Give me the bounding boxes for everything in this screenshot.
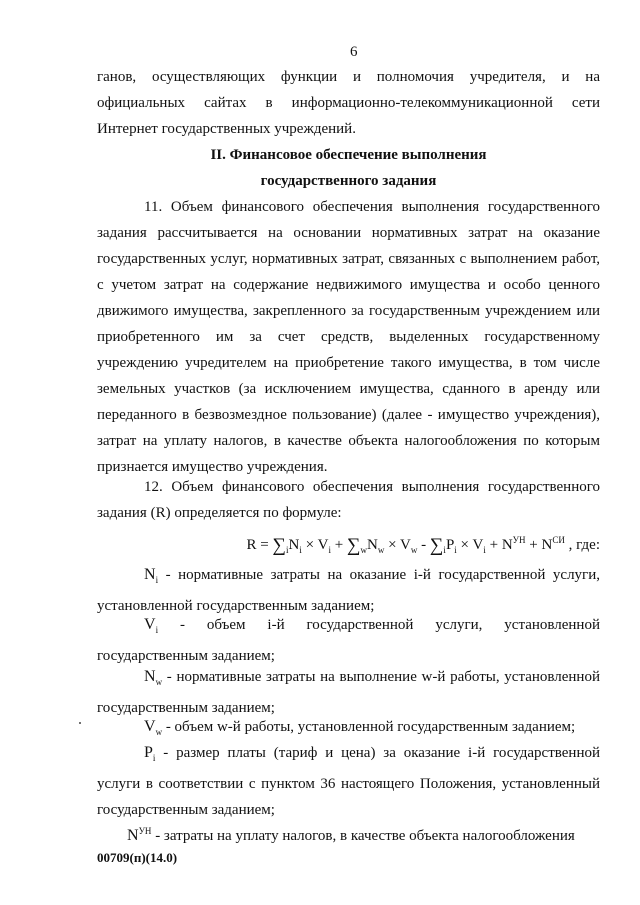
formula [97, 527, 600, 563]
formula-expression: $R = \sum_iN_i \times V_i + \sum_wN_w \times V_w - \sum_iP_i \times V_i + N^{УН} + N^{СИ}$ [246, 535, 565, 556]
scan-speck [79, 722, 81, 724]
intro-paragraph: ганов, осуществляющих функции и полномочия учредителя, и на официальных сайтах в информационно-телекоммуникационной сети Интернет государственных учреждений. [97, 69, 600, 137]
definition-Vi: $V_i$ - объем i-й государственной услуги, установленной государственным заданием; [97, 616, 600, 664]
section-title-line1: II. Финансовое обеспечение выполнения [210, 147, 487, 163]
paragraph-12: 12. Объем финансового обеспечения выполнения государственного задания (R) определяется по формуле: [97, 479, 600, 521]
paragraph-11: 11. Объем финансового обеспечения выполнения государственного задания рассчитывается на основании нормативных затрат на оказание государственных услуг, нормативных затрат, связанных с выполнением работ, с учетом затрат на содержание недвижимого имущества и особо ценного движимого имущества, закрепленного за государственным учреждением или приобретенного им за счет средств, выделенных государственному учреждению учредителем на приобретение такого имущества, в том числе земельных участков (за исключением имущества, сданного в аренду или переданного в безвозмездное пользование) (далее - имущество учреждения), затрат на уплату налогов, в качестве объекта налогообложения по которым признается имущество учреждения. [97, 199, 600, 475]
formula-suffix: , где: [568, 537, 600, 553]
definition-NUN: $N^{УН}$ - затраты на уплату налогов, в качестве объекта налогообложения [127, 826, 575, 844]
definition-Vw: $V_w$ - объем w-й работы, установленной государственным заданием; [144, 718, 576, 737]
section-title-line2: государственного задания [260, 173, 437, 189]
page-number: 6 [350, 44, 358, 60]
definition-Pi: $P_i$ - размер платы (тариф и цена) за оказание i-й государственной услуги в соответствии с пунктом 36 настоящего Положения, установленный государственным заданием; [97, 744, 600, 818]
definition-Ni: $N_i$ - нормативные затраты на оказание i-й государственной услуги, установленной государственным заданием; [97, 566, 600, 614]
document-code: 00709(п)(14.0) [97, 850, 178, 865]
definition-Nw: $N_w$ - нормативные затраты на выполнение w-й работы, установленной государственным заданием; [97, 668, 600, 716]
